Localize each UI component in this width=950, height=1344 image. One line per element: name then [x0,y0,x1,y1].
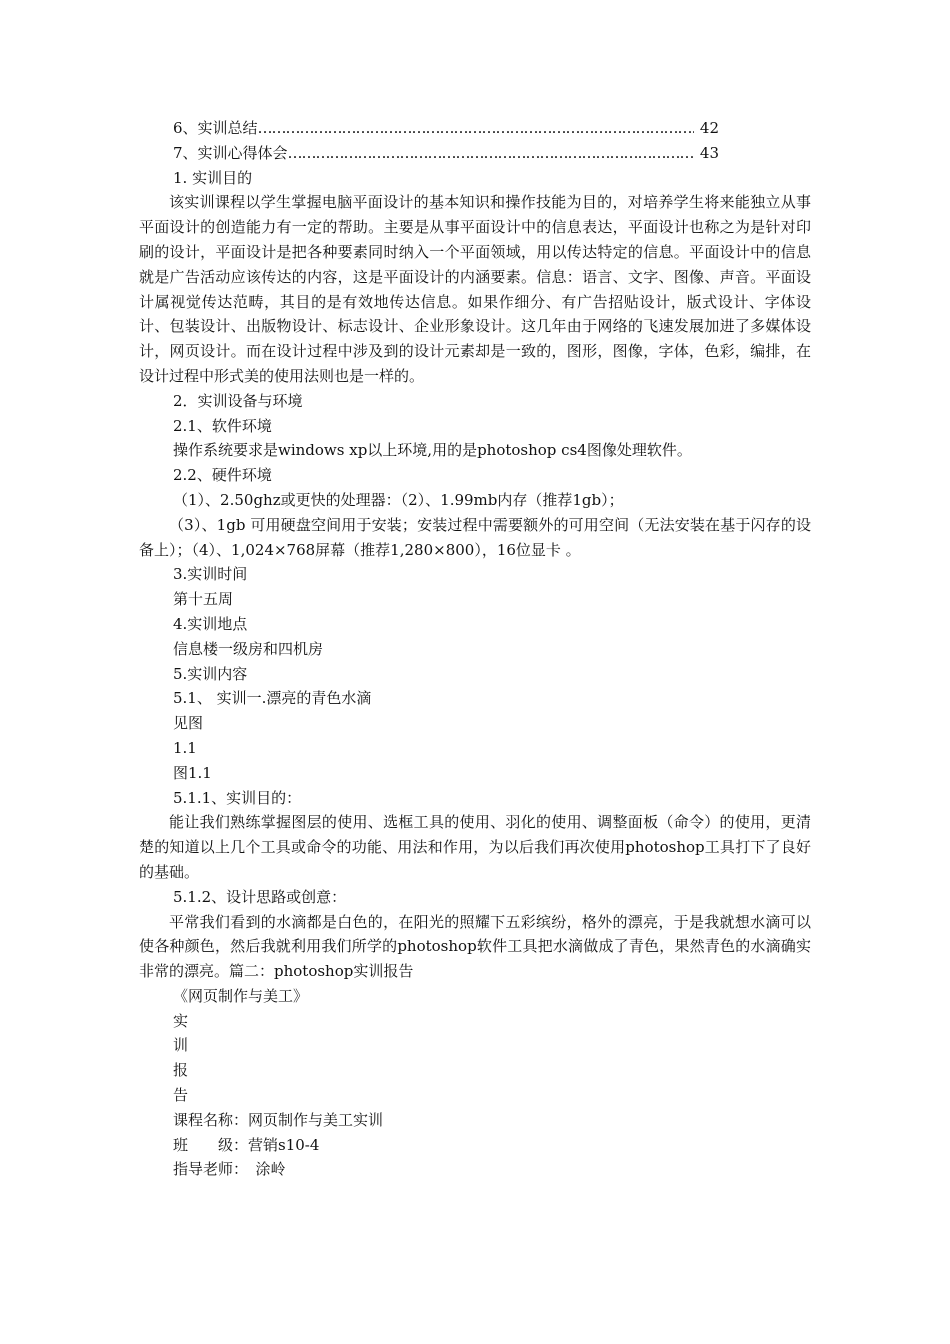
section-heading: 2．实训设备与环境 [173,391,303,410]
class-name: 班 级：营销s10-4 [173,1135,320,1154]
subsection-heading: 5.1.1、实训目的： [173,788,302,807]
text-line: 第十五周 [173,590,234,609]
toc-leader [258,116,694,141]
course-name: 课程名称：网页制作与美工实训 [173,1110,384,1129]
toc-entry[interactable] [139,141,811,166]
toc-page: 42 [699,119,719,137]
subsection-heading: 2.2、硬件环境 [173,466,272,485]
paragraph: 该实训课程以学生掌握电脑平面设计的基本知识和操作技能为目的，对培养学生将来能独立从事平面设计的创造能力有一定的帮助。主要是从事平面设计中的信息表达，平面设计也称之为是针对印刷的设计，平面设计是把各种要素同时纳入一个平面领域，用以传达特定的信息。平面设计中的信息就是广告活动应该传达的内容，这是平面设计的内涵要素。信息：语言、文字、图像、声音。平面设计属视觉传达范畴，其目的是有效地传达信息。如果作细分、有广告招贴设计，版式设计、字体设计、包装设计、出版物设计、标志设计、企业形象设计。这几年由于网络的飞速发展加进了多媒体设计，网页设计。而在设计过程中涉及到的设计元素却是一致的，图形，图像，字体，色彩，编排，在设计过程中形式美的使用法则也是一样的。 [139,193,811,385]
report-title-char: 报 [173,1061,189,1080]
report-title: 《网页制作与美工》 [173,986,309,1005]
paragraph: （1）、2.50ghz或更快的处理器：（2）、1.99mb内存（推荐1gb）； [173,490,624,509]
text-line: 1.1 [173,738,197,757]
toc-entry[interactable] [139,116,811,141]
paragraph: 平常我们看到的水滴都是白色的，在阳光的照耀下五彩缤纷，格外的漂亮，于是我就想水滴可以使各种颜色，然后我就利用我们所学的photoshop软件工具把水滴做成了青色，果然青色的水滴确实非常的漂亮。篇二：photoshop实训报告 [139,912,811,981]
text-line: 信息楼一级房和四机房 [173,639,324,658]
subsection-heading: 2.1、软件环境 [173,416,272,435]
subsection-heading: 5.1、 实训一.漂亮的青色水滴 [173,689,372,708]
text-line: 见图 [173,714,204,733]
paragraph: 能让我们熟练掌握图层的使用、选框工具的使用、羽化的使用、调整面板（命令）的使用，更清楚的知道以上几个工具或命令的功能、用法和作用，为以后我们再次使用photoshop工具打下了良好的基础。 [139,813,811,881]
toc-label: 7、实训心得体会 [173,143,288,162]
toc-page: 43 [699,143,719,162]
paragraph: （3）、1gb 可用硬盘空间用于安装；安装过程中需要额外的可用空间（无法安装在基于闪存的设备上）；（4）、1,024×768屏幕（推荐1,280×800），16位显卡 。 [139,515,811,559]
toc-label: 6、实训总结 [173,119,258,137]
section-heading: 1. 实训目的 [173,168,253,187]
section-heading: 4.实训地点 [173,614,248,633]
report-title-char: 实 [173,1011,189,1030]
document-body [139,116,811,1182]
figure-caption: 图1.1 [173,763,212,782]
report-title-char: 训 [173,1036,189,1055]
subsection-heading: 5.1.2、设计思路或创意： [173,887,347,906]
toc-leader [288,141,694,166]
section-heading: 3.实训时间 [173,565,248,584]
teacher-name: 指导老师： 涂岭 [173,1160,286,1179]
paragraph: 操作系统要求是windows xp以上环境,用的是photoshop cs4图像处理软件。 [173,441,692,460]
report-title-char: 告 [173,1086,189,1105]
section-heading: 5.实训内容 [173,664,248,683]
